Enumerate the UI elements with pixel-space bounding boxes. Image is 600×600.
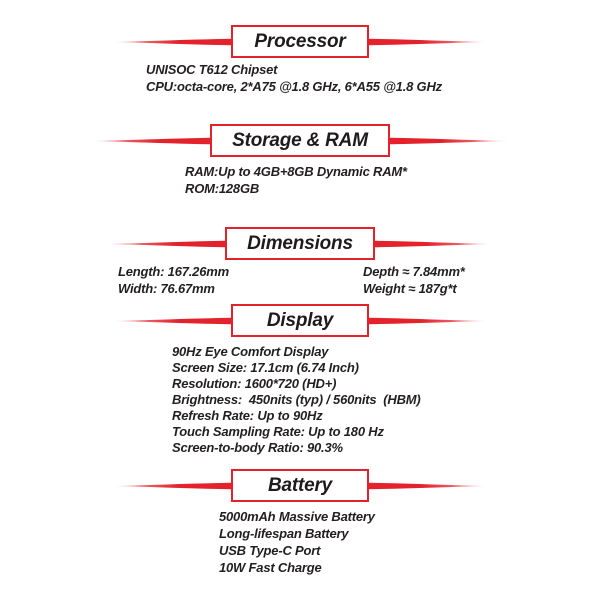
- spec-line: Long-lifespan Battery: [219, 526, 349, 541]
- battery-specs: [219, 508, 375, 576]
- section-header-battery: [0, 469, 600, 502]
- spec-line: Refresh Rate: Up to 90Hz: [172, 408, 323, 423]
- spec-line: Length: 167.26mm: [118, 264, 229, 279]
- spec-line: 10W Fast Charge: [219, 560, 322, 575]
- display-specs: [172, 344, 421, 456]
- section-title-box: Dimensions: [225, 227, 375, 260]
- spec-line: 5000mAh Massive Battery: [219, 509, 375, 524]
- spec-line: Resolution: 1600*720 (HD+): [172, 376, 337, 391]
- spec-line: Screen-to-body Ratio: 90.3%: [172, 440, 343, 455]
- section-header-processor: [0, 25, 600, 58]
- section-header-dimensions: [0, 227, 600, 260]
- section-title-box: Display: [231, 304, 369, 337]
- spec-line: Weight ≈ 187g*t: [363, 281, 457, 296]
- spec-line: Brightness: 450nits (typ) / 560nits (HBM): [172, 392, 421, 407]
- ribbon-left: [108, 238, 225, 250]
- ribbon-right: [369, 36, 486, 48]
- section-title-box: Battery: [231, 469, 369, 502]
- spec-line: USB Type-C Port: [219, 543, 321, 558]
- dimensions-specs-right: [363, 263, 465, 297]
- ribbon-right: [369, 480, 486, 492]
- ribbon-right: [369, 315, 486, 327]
- spec-line: Screen Size: 17.1cm (6.74 Inch): [172, 360, 359, 375]
- processor-specs: [146, 61, 442, 95]
- spec-line: Depth ≈ 7.84mm*: [363, 264, 465, 279]
- spec-line: 90Hz Eye Comfort Display: [172, 344, 329, 359]
- spec-line: UNISOC T612 Chipset: [146, 62, 278, 77]
- spec-line: ROM:128GB: [185, 181, 260, 196]
- ribbon-left: [93, 135, 210, 147]
- section-header-storage-ram: [0, 124, 600, 157]
- section-title-box: Storage & RAM: [210, 124, 390, 157]
- ribbon-left: [114, 315, 231, 327]
- ribbon-left: [114, 36, 231, 48]
- section-title-box: Processor: [231, 25, 369, 58]
- spec-line: CPU:octa-core, 2*A75 @1.8 GHz, 6*A55 @1.8 GHz: [146, 79, 442, 94]
- ribbon-left: [114, 480, 231, 492]
- ribbon-right: [390, 135, 507, 147]
- spec-line: Touch Sampling Rate: Up to 180 Hz: [172, 424, 384, 439]
- section-header-display: [0, 304, 600, 337]
- storage-ram-specs: [185, 163, 407, 197]
- spec-line: RAM:Up to 4GB+8GB Dynamic RAM*: [185, 164, 407, 179]
- dimensions-specs-left: [118, 263, 229, 297]
- ribbon-right: [375, 238, 492, 250]
- spec-line: Width: 76.67mm: [118, 281, 215, 296]
